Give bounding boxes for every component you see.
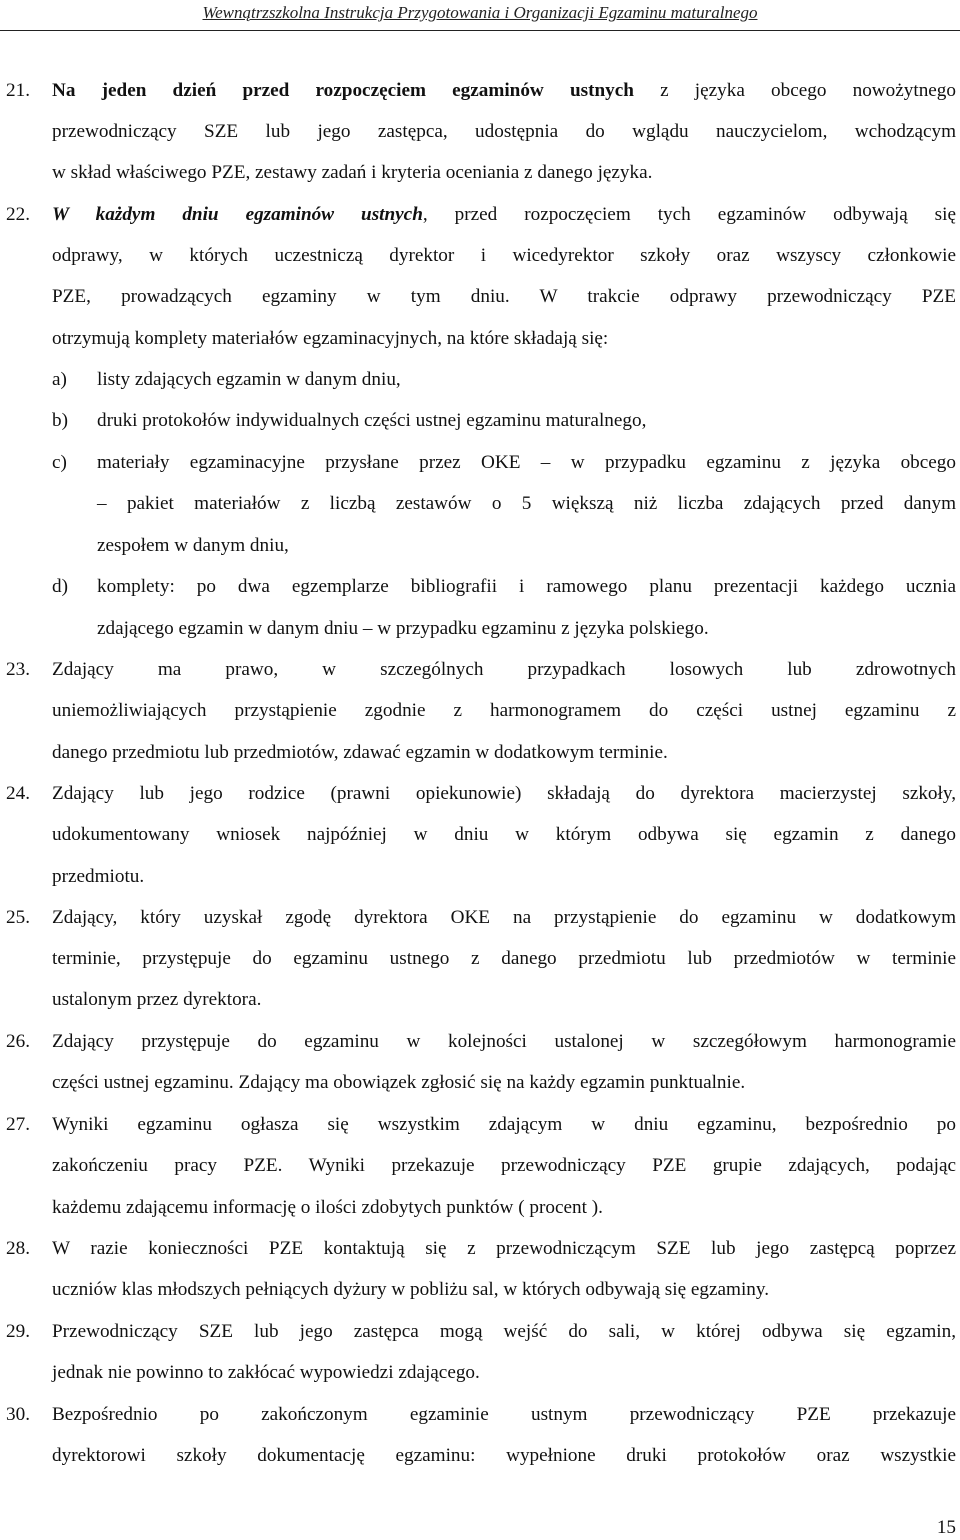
item-24-line-2: udokumentowany wniosek najpóźniej w dniu w którym odbywa się egzamin z danego xyxy=(52,824,956,845)
sub-label-d: d) xyxy=(52,576,68,597)
header-rule xyxy=(0,30,960,31)
item-number-22: 22. xyxy=(6,204,30,225)
item-27-line-1: Wyniki egzaminu ogłasza się wszystkim zdającym w dniu egzaminu, bezpośrednio po xyxy=(52,1114,956,1135)
sub-item-c-line-2: – pakiet materiałów z liczbą zestawów o 5 większą niż liczba zdających przed danym xyxy=(97,493,956,514)
item-27-line-3: każdemu zdającemu informację o ilości zdobytych punktów ( procent ). xyxy=(52,1197,603,1218)
item-27-line-2: zakończeniu pracy PZE. Wyniki przekazuje przewodniczący PZE grupie zdających, podając xyxy=(52,1155,956,1176)
item-22-line-3: PZE, prowadzących egzaminy w tym dniu. W trakcie odprawy przewodniczący PZE xyxy=(52,286,956,307)
item-26-line-2: części ustnej egzaminu. Zdający ma obowiązek zgłosić się na każdy egzamin punktualnie. xyxy=(52,1072,746,1093)
sub-item-b: druki protokołów indywidualnych części ustnej egzaminu maturalnego, xyxy=(97,410,647,431)
item-23-line-3: danego przedmiotu lub przedmiotów, zdawać egzamin w dodatkowym terminie. xyxy=(52,742,668,763)
item-30-line-2: dyrektorowi szkoły dokumentację egzaminu: wypełnione druki protokołów oraz wszystkie xyxy=(52,1445,956,1466)
item-21-bold: Na jeden dzień przed rozpoczęciem egzaminów ustnych xyxy=(52,80,634,101)
item-23-line-2: uniemożliwiających przystąpienie zgodnie z harmonogramem do części ustnej egzaminu z xyxy=(52,700,956,721)
item-number-29: 29. xyxy=(6,1321,30,1342)
item-30-line-1: Bezpośrednio po zakończonym egzaminie ustnym przewodniczący PZE przekazuje xyxy=(52,1404,956,1425)
sub-item-d-line-2: zdającego egzamin w danym dniu – w przypadku egzaminu z języka polskiego. xyxy=(97,618,709,639)
item-25-line-3: ustalonym przez dyrektora. xyxy=(52,989,262,1010)
item-25-line-2: terminie, przystępuje do egzaminu ustnego z danego przedmiotu lub przedmiotów w terminie xyxy=(52,948,956,969)
sub-label-c: c) xyxy=(52,452,67,473)
item-22-line-1: W każdym dniu egzaminów ustnych, przed rozpoczęciem tych egzaminów odbywają się xyxy=(52,204,956,225)
item-number-25: 25. xyxy=(6,907,30,928)
sub-item-c-line-3: zespołem w danym dniu, xyxy=(97,535,289,556)
sub-item-d-line-1: komplety: po dwa egzemplarze bibliografii i ramowego planu prezentacji każdego ucznia xyxy=(97,576,956,597)
item-26-line-1: Zdający przystępuje do egzaminu w kolejności ustalonej w szczegółowym harmonogramie xyxy=(52,1031,956,1052)
sub-label-a: a) xyxy=(52,369,67,390)
item-29-line-1: Przewodniczący SZE lub jego zastępca mogą wejść do sali, w której odbywa się egzamin, xyxy=(52,1321,956,1342)
item-24-line-1: Zdający lub jego rodzice (prawni opiekunowie) składają do dyrektora macierzystej szkoły, xyxy=(52,783,956,804)
item-22-line-2: odprawy, w których uczestniczą dyrektor i wicedyrektor szkoły oraz wszyscy członkowie xyxy=(52,245,956,266)
item-25-line-1: Zdający, który uzyskał zgodę dyrektora OKE na przystąpienie do egzaminu w dodatkowym xyxy=(52,907,956,928)
item-21-line-1: Na jeden dzień przed rozpoczęciem egzaminów ustnych z języka obcego nowożytnego xyxy=(52,80,956,101)
item-number-28: 28. xyxy=(6,1238,30,1259)
header-title: Wewnątrzszkolna Instrukcja Przygotowania i Organizacji Egzaminu maturalnego xyxy=(202,3,758,22)
item-22-line-4: otrzymują komplety materiałów egzaminacyjnych, na które składają się: xyxy=(52,328,609,349)
item-21-line-3: w skład właściwego PZE, zestawy zadań i kryteria oceniania z danego języka. xyxy=(52,162,653,183)
item-number-30: 30. xyxy=(6,1404,30,1425)
item-number-21: 21. xyxy=(6,80,30,101)
item-29-line-2: jednak nie powinno to zakłócać wypowiedzi zdającego. xyxy=(52,1362,480,1383)
item-number-26: 26. xyxy=(6,1031,30,1052)
sub-label-b: b) xyxy=(52,410,68,431)
item-number-27: 27. xyxy=(6,1114,30,1135)
item-21-line-2: przewodniczący SZE lub jego zastępca, udostępnia do wglądu nauczycielom, wchodzącym xyxy=(52,121,956,142)
item-number-23: 23. xyxy=(6,659,30,680)
item-28-line-2: uczniów klas młodszych pełniących dyżury w pobliżu sal, w których odbywają się egzaminy. xyxy=(52,1279,770,1300)
sub-item-c-line-1: materiały egzaminacyjne przysłane przez OKE – w przypadku egzaminu z języka obcego xyxy=(97,452,956,473)
item-24-line-3: przedmiotu. xyxy=(52,866,145,887)
item-23-line-1: Zdający ma prawo, w szczególnych przypadkach losowych lub zdrowotnych xyxy=(52,659,956,680)
sub-item-a: listy zdających egzamin w danym dniu, xyxy=(97,369,401,390)
item-28-line-1: W razie konieczności PZE kontaktują się z przewodniczącym SZE lub jego zastępcą poprzez xyxy=(52,1238,956,1259)
item-number-24: 24. xyxy=(6,783,30,804)
page-header xyxy=(0,0,960,40)
page-number: 15 xyxy=(936,1517,956,1538)
item-22-bold-italic: W każdym dniu egzaminów ustnych xyxy=(52,204,423,225)
